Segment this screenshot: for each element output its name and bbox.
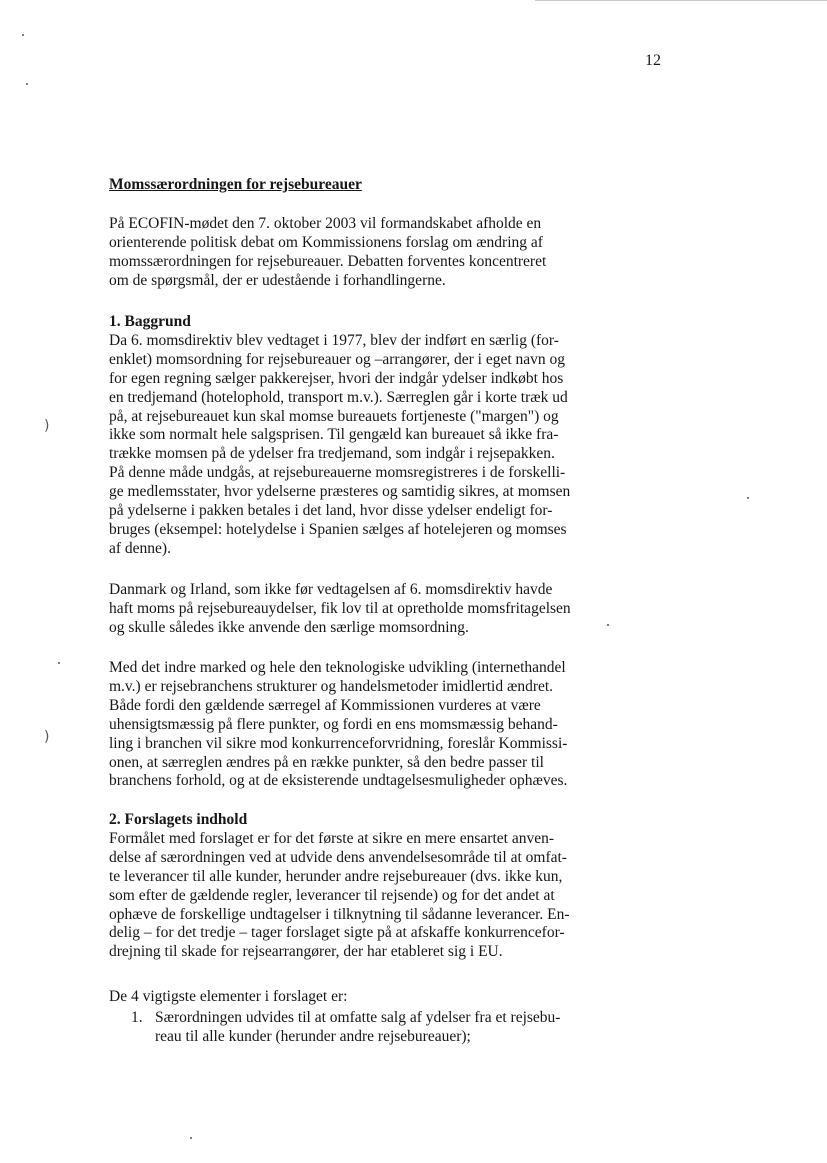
section-baggrund [109, 313, 629, 559]
text-line: reau til alle kunder (herunder andre rejsebureauer); [155, 1028, 471, 1045]
text-line: som efter de gældende regler, leverancer til rejsende) og for det andet at [109, 886, 555, 904]
scan-speck [747, 497, 749, 499]
text-line: ikke som normalt hele salgsprisen. Til gengæld kan bureauet så ikke fra- [109, 426, 559, 444]
scan-edge-line [535, 0, 827, 1]
text-line: uhensigtsmæssig på flere punkter, og fordi en ens momsmæssig behand- [109, 715, 558, 733]
text-line: branchens forhold, og at de eksisterende undtagelsesmuligheder ophæves. [109, 772, 568, 790]
text-line: Særordningen udvides til at omfatte salg af ydelser fra et rejsebu- [155, 1009, 561, 1026]
text-line: på ydelserne i pakken betales i det land, hvor disse ydelser endeligt for- [109, 502, 553, 520]
section-heading: 2. Forslagets indhold [109, 811, 248, 828]
page-number: 12 [645, 52, 661, 69]
section-forslagets-indhold [109, 811, 629, 962]
text-line: Formålet med forslaget er for det første at sikre en mere ensartet anven- [109, 829, 555, 847]
text-line: Danmark og Irland, som ikke før vedtagelsen af 6. momsdirektiv havde [109, 581, 553, 598]
text-line: bruges (eksempel: hotelydelse i Spanien sælges af hotelejeren og momses [109, 520, 567, 538]
text-line: delig – for det tredje – tager forslaget sigte på at afskaffe konkurrencefor- [109, 924, 565, 942]
text-line: Både fordi den gældende særregel af Kommissionen vurderes at være [109, 696, 541, 714]
text-line: om de spørgsmål, der er udestående i forhandlingerne. [109, 271, 446, 289]
scan-bracket-mark: ) [44, 729, 50, 745]
text-line: orienterende politisk debat om Kommissionens forslag om ændring af [109, 233, 543, 251]
text-line: m.v.) er rejsebranchens strukturer og handelsmetoder imidlertid ændret. [109, 677, 554, 695]
text-line: ge medlemsstater, hvor ydelserne præsteres og samtidig sikres, at momsen [109, 483, 571, 501]
text-line: delse af særordningen ved at udvide dens anvendelsesområde til at omfat- [109, 848, 567, 866]
paragraph-danmark-irland [109, 581, 629, 638]
text-line: på, at rejsebureauet kun skal momse bureauets fortjeneste ("margen") og [109, 407, 559, 425]
scan-speck [22, 34, 24, 36]
scan-speck [607, 624, 609, 626]
text-line: for egen regning sælger pakkerejser, hvori der indgår ydelser indkøbt hos [109, 369, 564, 387]
paragraph-indre-marked [109, 659, 629, 791]
text-line: Med det indre marked og hele den teknologiske udvikling (internethandel [109, 659, 566, 676]
text-line: te leverancer til alle kunder, herunder andre rejsebureauer (dvs. ikke kun, [109, 867, 563, 885]
text-line: og skulle således ikke anvende den særlige momsordning. [109, 618, 469, 636]
list-intro [109, 988, 629, 1007]
text-line: trække momsen på de ydelser fra tredjemand, som indgår i rejsepakken. [109, 445, 555, 463]
document-title: Momssærordningen for rejsebureauer [109, 176, 362, 193]
text-line: drejning til skade for rejsearrangører, der har etableret sig i EU. [109, 943, 503, 961]
text-line: De 4 vigtigste elementer i forslaget er: [109, 988, 348, 1005]
text-line: På denne måde undgås, at rejsebureauerne momsregistreres i de forskelli- [109, 464, 566, 482]
scan-speck [58, 662, 60, 664]
list-item-text [155, 1008, 635, 1046]
scan-speck [26, 83, 28, 85]
text-line: en tredjemand (hotelophold, transport m.v.). Særreglen går i korte træk ud [109, 388, 568, 406]
section-heading: 1. Baggrund [109, 313, 191, 330]
list-item-number: 1. [131, 1009, 143, 1026]
text-line: af denne). [109, 539, 171, 557]
text-line: haft moms på rejsebureauydelser, fik lov til at opretholde momsfritagelsen [109, 599, 571, 617]
scan-bracket-mark: ) [44, 418, 50, 434]
text-line: Da 6. momsdirektiv blev vedtaget i 1977, blev der indført en særlig (for- [109, 331, 559, 349]
text-line: ophæve de forskellige undtagelser i tilknytning til sådanne leverancer. En- [109, 905, 570, 923]
scan-speck [190, 1137, 192, 1139]
text-line: momssærordningen for rejsebureauer. Debatten forventes koncentreret [109, 252, 547, 270]
text-line: onen, at særreglen ændres på en række punkter, så den bedre passer til [109, 753, 544, 771]
text-line: ling i branchen vil sikre mod konkurrenceforvridning, foreslår Kommissi- [109, 734, 568, 752]
intro-paragraph [109, 215, 629, 291]
text-line: enklet) momsordning for rejsebureauer og –arrangører, der i eget navn og [109, 350, 566, 368]
text-line: På ECOFIN-mødet den 7. oktober 2003 vil formandskabet afholde en [109, 215, 542, 232]
